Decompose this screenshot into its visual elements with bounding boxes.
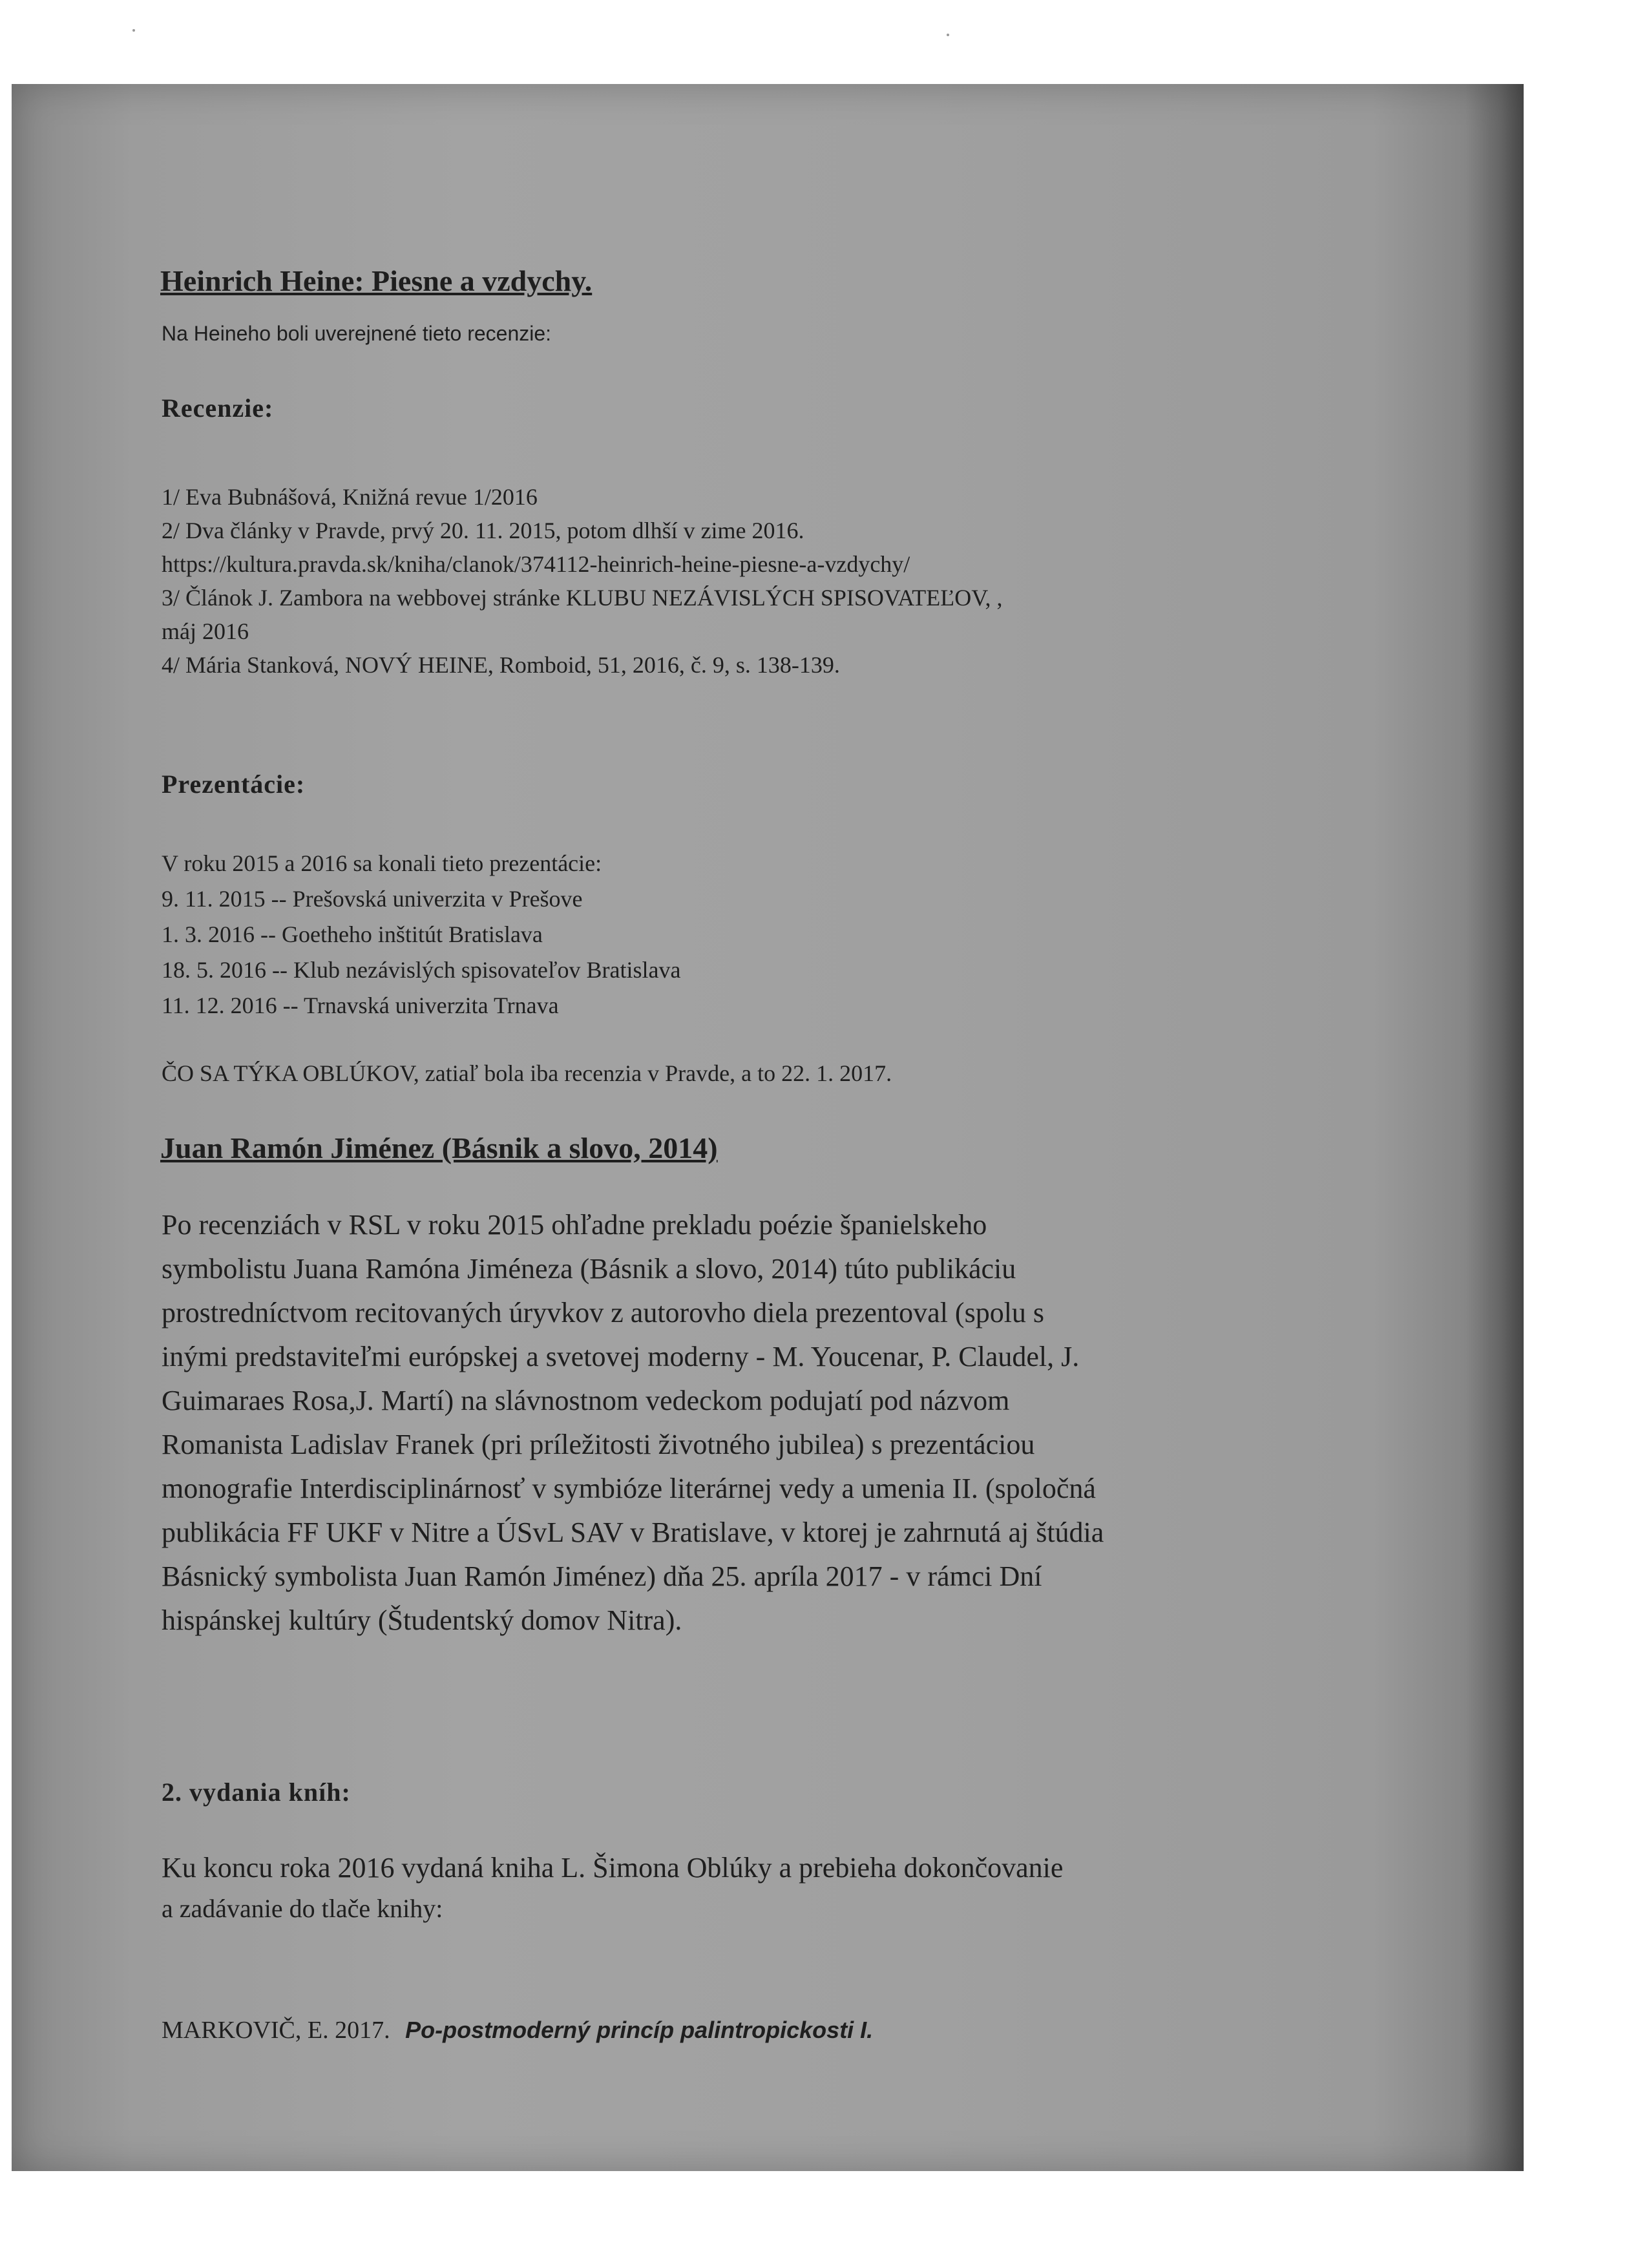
jimenez-paragraph-line: monografie Interdisciplinárnosť v symbióze literárnej vedy a umenia II. (spoločná <box>162 1473 1096 1504</box>
presentation-item: 11. 12. 2016 -- Trnavská univerzita Trnava <box>162 992 559 1018</box>
review-url: https://kultura.pravda.sk/kniha/clanok/374112-heinrich-heine-piesne-a-vzdychy/ <box>162 551 910 577</box>
jimenez-paragraph-line: Guimaraes Rosa,J. Martí) na slávnostnom vedeckom podujatí pod názvom <box>162 1385 1010 1416</box>
presentations-heading: Prezentácie: <box>162 770 306 799</box>
jimenez-paragraph-line: inými predstaviteľmi európskej a svetovej moderny - M. Youcenar, P. Claudel, J. <box>162 1341 1080 1372</box>
editions-paragraph-line: Ku koncu roka 2016 vydaná kniha L. Šimona Oblúky a prebieha dokončovanie <box>162 1852 1064 1884</box>
jimenez-paragraph-line: Básnický symbolista Juan Ramón Jiménez) dňa 25. apríla 2017 - v rámci Dní <box>162 1560 1042 1592</box>
reviews-heading: Recenzie: <box>162 394 274 423</box>
citation-title: Po-postmoderný princíp palintropickosti I. <box>405 2017 874 2043</box>
obluky-note: ČO SA TÝKA OBLÚKOV, zatiaľ bola iba recenzia v Pravde, a to 22. 1. 2017. <box>162 1060 892 1086</box>
presentation-item: 1. 3. 2016 -- Goetheho inštitút Bratislava <box>162 921 543 947</box>
jimenez-paragraph-line: publikácia FF UKF v Nitre a ÚSvL SAV v Bratislave, v ktorej je zahrnutá aj štúdia <box>162 1517 1104 1548</box>
review-item: 3/ Článok J. Zambora na webbovej stránke KLUBU NEZÁVISLÝCH SPISOVATEĽOV, , <box>162 585 1003 611</box>
jimenez-paragraph-line: symbolistu Juana Ramóna Jiméneza (Básnik a slovo, 2014) túto publikáciu <box>162 1253 1016 1285</box>
review-item: 1/ Eva Bubnášová, Knižná revue 1/2016 <box>162 484 538 510</box>
jimenez-paragraph-line: hispánskej kultúry (Študentský domov Nitra). <box>162 1604 682 1636</box>
heine-title: Heinrich Heine: Piesne a vzdychy. <box>160 264 593 297</box>
review-item: 2/ Dva články v Pravde, prvý 20. 11. 2015, potom dlhší v zime 2016. <box>162 518 804 543</box>
page-edge-shadow <box>1465 84 1524 2171</box>
jimenez-title: Juan Ramón Jiménez (Básnik a slovo, 2014) <box>160 1131 718 1164</box>
citation <box>162 2016 873 2044</box>
heine-intro: Na Heineho boli uverejnené tieto recenzie: <box>162 322 552 345</box>
jimenez-paragraph-line: Romanista Ladislav Franek (pri príležitosti životného jubilea) s prezentáciou <box>162 1429 1035 1460</box>
jimenez-paragraph-line: Po recenziách v RSL v roku 2015 ohľadne prekladu poézie španielskeho <box>162 1209 987 1241</box>
scan-speck <box>947 34 949 36</box>
jimenez-paragraph-line: prostredníctvom recitovaných úryvkov z autorovho diela prezentoval (spolu s <box>162 1297 1045 1328</box>
review-item: 4/ Mária Stanková, NOVÝ HEINE, Romboid, 51, 2016, č. 9, s. 138-139. <box>162 652 840 678</box>
editions-paragraph-line: a zadávanie do tlače knihy: <box>162 1894 443 1923</box>
presentation-item: 18. 5. 2016 -- Klub nezávislých spisovateľov Bratislava <box>162 957 681 983</box>
review-item: máj 2016 <box>162 618 249 644</box>
scan-speck <box>132 29 135 32</box>
editions-heading: 2. vydania kníh: <box>162 1778 351 1807</box>
citation-author: MARKOVIČ, E. 2017. <box>162 2017 390 2044</box>
presentation-item: V roku 2015 a 2016 sa konali tieto prezentácie: <box>162 850 602 876</box>
scanned-page <box>12 84 1524 2171</box>
presentation-item: 9. 11. 2015 -- Prešovská univerzita v Prešove <box>162 886 583 912</box>
